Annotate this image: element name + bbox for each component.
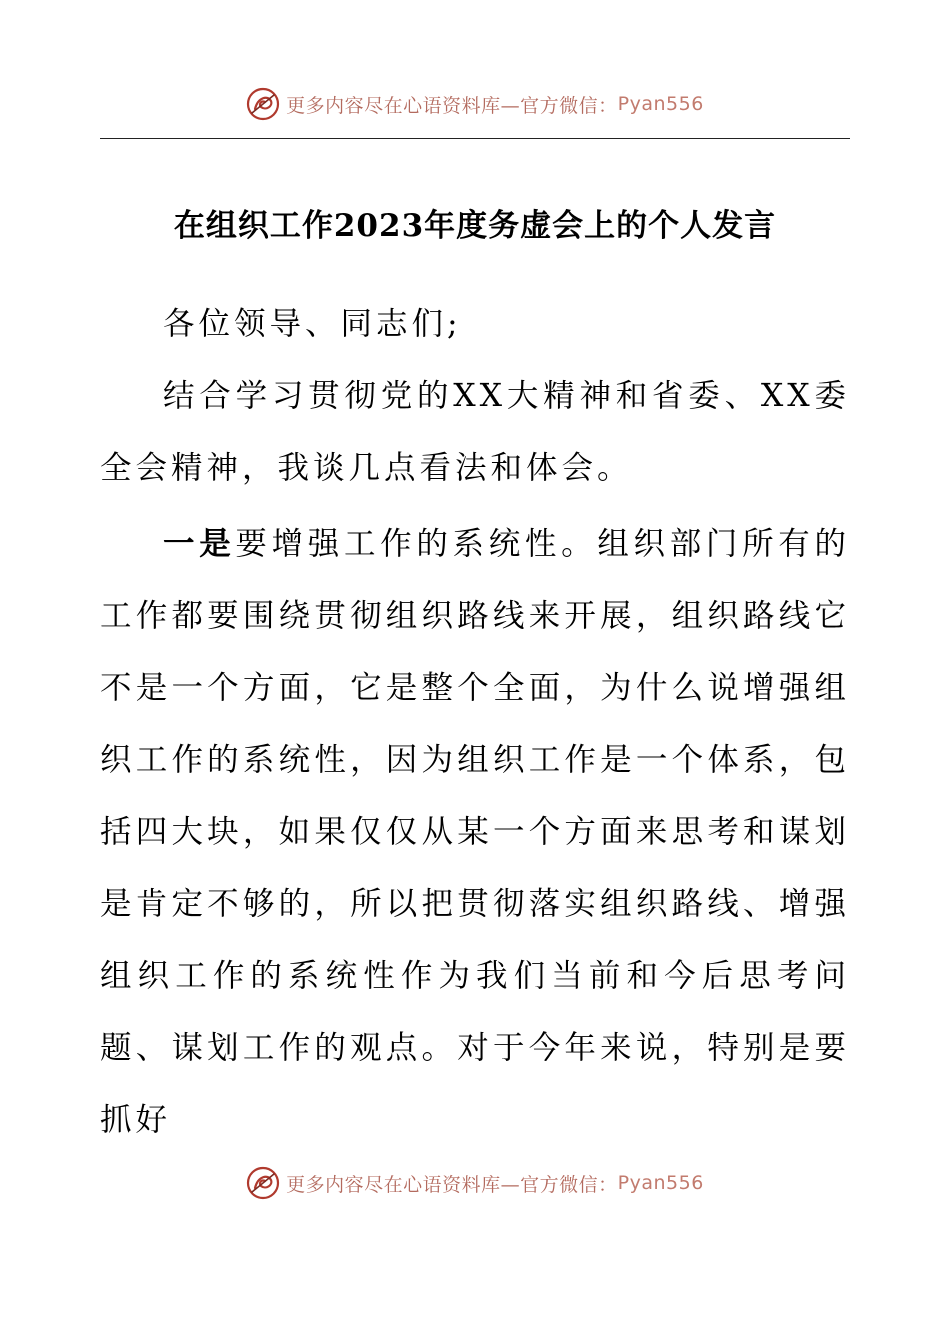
swirl-logo-icon <box>246 1166 280 1200</box>
header-divider <box>100 138 850 139</box>
watermark-text: 更多内容尽在心语资料库—官方微信： <box>286 94 618 117</box>
watermark-wechat-id: Pyan556 <box>617 93 704 115</box>
document-title: 在组织工作2023年度务虚会上的个人发言 <box>173 208 777 244</box>
watermark-wechat-id: Pyan556 <box>617 1172 704 1194</box>
paragraph-1: 结合学习贯彻党的XX大精神和省委、XX委全会精神，我谈几点看法和体会。 <box>100 378 850 486</box>
watermark-text: 更多内容尽在心语资料库—官方微信： <box>286 1173 618 1196</box>
paragraph-2 <box>100 508 850 1156</box>
document-body <box>100 288 850 1156</box>
salutation: 各位领导、同志们; <box>163 306 462 342</box>
bottom-watermark-banner <box>0 1163 950 1203</box>
swirl-logo-icon <box>246 87 280 121</box>
top-watermark-banner <box>0 84 950 124</box>
paragraph-2-lead: 一是 <box>163 525 236 562</box>
paragraph-2-body: 要增强工作的系统性。组织部门所有的工作都要围绕贯彻组织路线来开展，组织路线它不是一个方面，它是整个全面，为什么说增强组织工作的系统性，因为组织工作是一个体系，包括四大块，如果仅仅从某一个方面来思考和谋划是肯定不够的，所以把贯彻落实组织路线、增强组织工作的系统性作为我们当前和今后思考问题、谋划工作的观点。对于今年来说，特别是要抓好 <box>100 526 850 1138</box>
